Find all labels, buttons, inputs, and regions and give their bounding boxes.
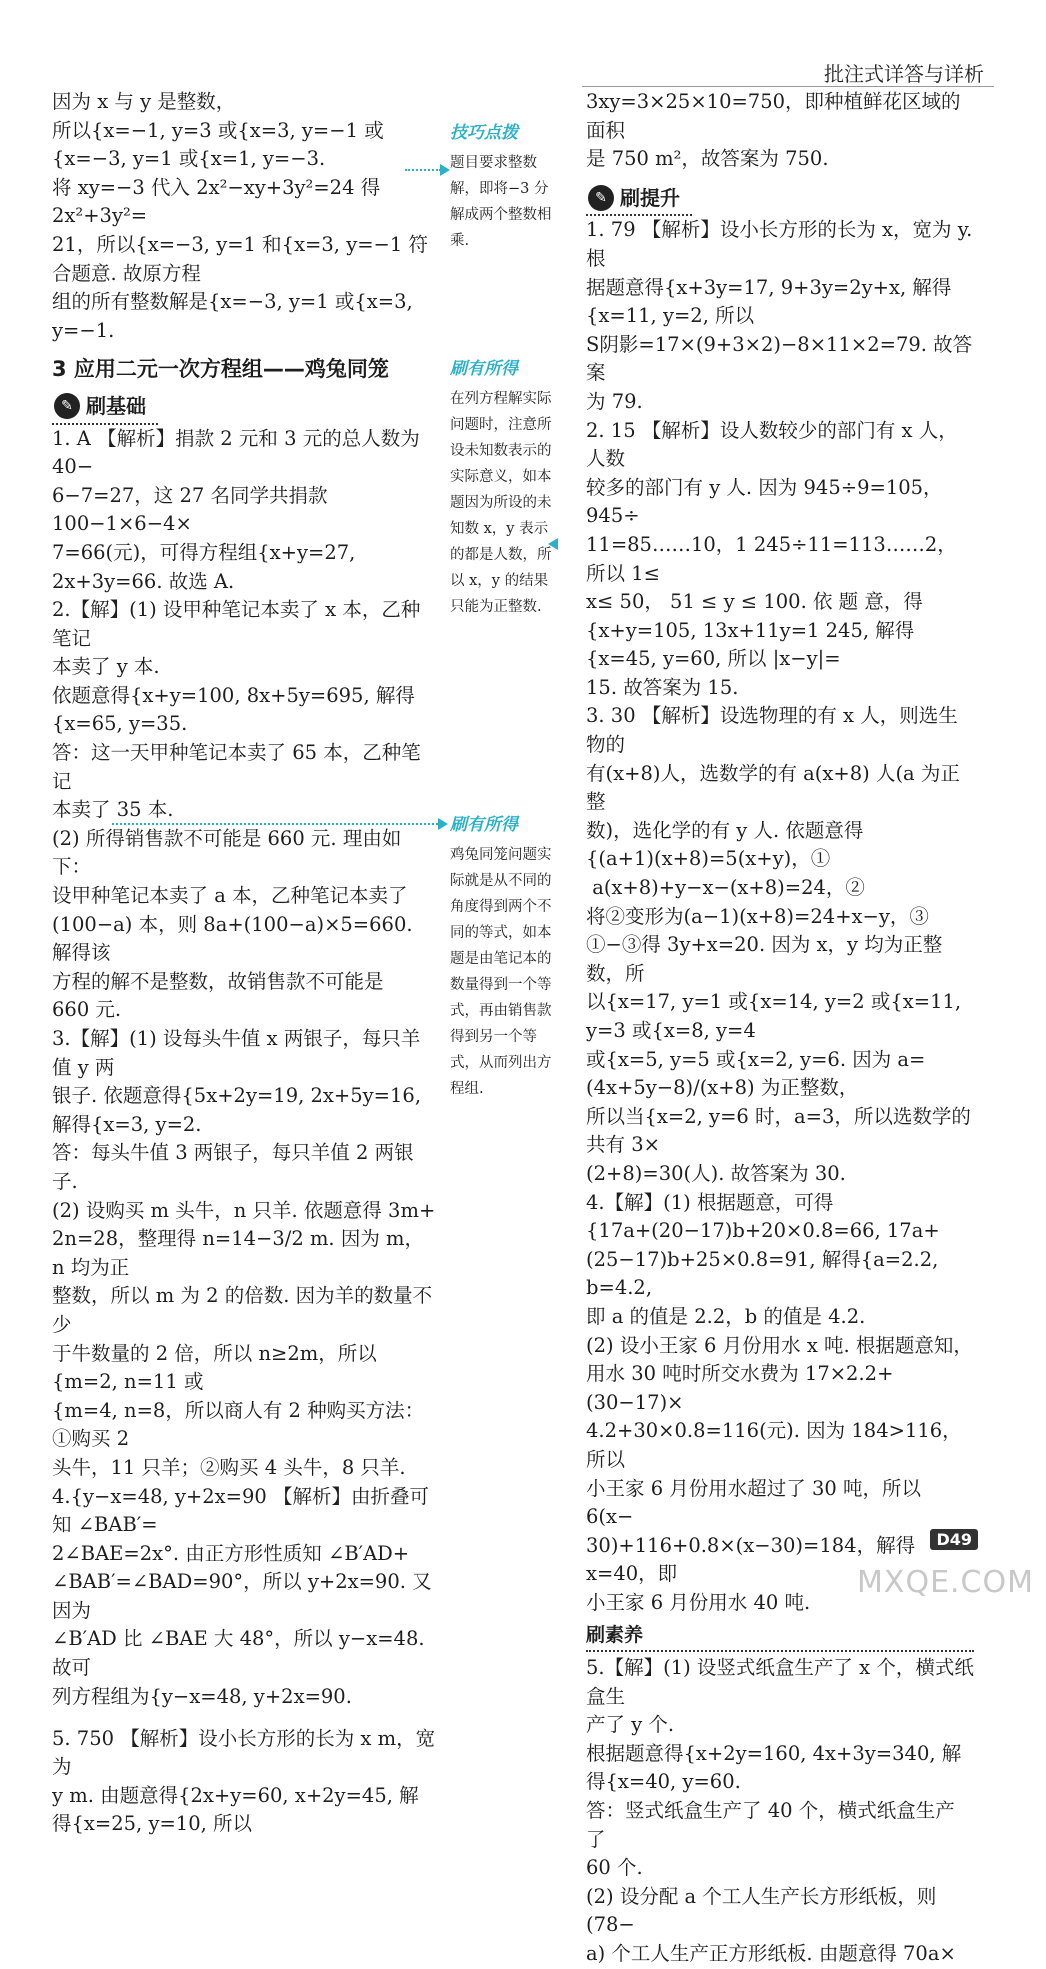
side-note-title: 刷有所得	[450, 359, 518, 379]
text-line: 3.【解】(1) 设每头牛值 x 两银子，每只羊值 y 两	[52, 1027, 421, 1079]
text-line: 所以当{x=2, y=6 时，a=3，所以选数学的共有 3×	[586, 1104, 971, 1157]
text-line: 是 750 m²，故答案为 750.	[586, 147, 829, 171]
text-line: x≤ 50， 51 ≤ y ≤ 100. 依 题 意，得	[586, 590, 923, 614]
text-line: 数)，选化学的有 y 人. 依题意得	[586, 818, 864, 842]
text-line: 依题意得{x+y=100, 8x+5y=695, 解得{x=65, y=35.	[52, 683, 415, 736]
text-line: 产了 y 个.	[586, 1713, 675, 1737]
side-note-title: 刷有所得	[450, 815, 518, 835]
text-line: (2+8)=30(人). 故答案为 30.	[586, 1161, 846, 1185]
text-line: 本卖了 35 本.	[52, 798, 174, 822]
sub-literacy: 刷素养	[586, 1621, 974, 1652]
text-line: 或{x=5, y=5 或{x=2, y=6. 因为 a=(4x+5y−8)/(x+8) 为正整数，	[586, 1047, 926, 1100]
side-note-2	[450, 356, 556, 620]
text-line: 2∠BAE=2x°. 由正方形性质知 ∠B′AD+	[52, 1541, 410, 1565]
text-line: 21，所以{x=−3, y=1 和{x=3, y=−1 符合题意. 故原方程	[52, 232, 429, 285]
text-line: 即 a 的值是 2.2，b 的值是 4.2.	[586, 1304, 866, 1328]
left-top-block	[52, 88, 436, 345]
text-line: (2) 设购买 m 头牛，n 只羊. 依题意得 3m+	[52, 1198, 436, 1222]
text-line: 有(x+8)人，选数学的有 a(x+8) 人(a 为正整	[586, 761, 960, 814]
text-line: 5.【解】(1) 设竖式纸盒生产了 x 个，横式纸盒生	[586, 1656, 974, 1708]
text-line: 答：竖式纸盒生产了 40 个，横式纸盒生产了	[586, 1799, 955, 1851]
header-rule	[582, 86, 994, 87]
right-top-block	[586, 88, 974, 174]
text-line: 设甲种笔记本卖了 a 本，乙种笔记本卖了	[52, 884, 408, 908]
pen-icon: ✎	[54, 393, 80, 419]
text-line: 2.【解】(1) 设甲种笔记本卖了 x 本，乙种笔记	[52, 598, 421, 650]
text-line: 据题意得{x+3y=17, 9+3y=2y+x, 解得{x=11, y=2, 所以	[586, 275, 952, 328]
text-line: 所以{x=−1, y=3 或{x=3, y=−1 或{x=−3, y=1 或{x=1, y=−3.	[52, 118, 384, 171]
text-line: 3xy=3×25×10=750，即种植鲜花区域的面积	[586, 90, 961, 142]
text-line: ①−③得 3y+x=20. 因为 x，y 均为正整数，所	[586, 933, 943, 985]
text-line: (2) 设分配 a 个工人生产长方形纸板，则(78−	[586, 1884, 937, 1937]
left-column	[52, 88, 436, 1839]
text-line: 小王家 6 月份用水 40 吨.	[586, 1590, 811, 1614]
arrow-line	[112, 823, 438, 825]
text-line: 2n=28，整理得 n=14−3/2 m. 因为 m，n 均为正	[52, 1227, 425, 1279]
page-number: D49	[930, 1529, 978, 1550]
side-note-3	[450, 812, 556, 1102]
text-line: 1. A 【解析】捐款 2 元和 3 元的总人数为 40−	[52, 426, 426, 479]
text-line: ∠B′AD 比 ∠BAE 大 48°，所以 y−x=48. 故可	[52, 1627, 431, 1680]
left-body-block	[52, 425, 436, 1840]
text-line: 用水 30 吨时所交水费为 17×2.2+(30−17)×	[586, 1362, 894, 1414]
text-line: a) 个工人生产正方形纸板. 由题意得 70a×	[586, 1942, 956, 1965]
section-title: 3 应用二元一次方程组——鸡兔同笼	[52, 357, 389, 382]
text-line: {(a+1)(x+8)=5(x+y)，①	[586, 847, 831, 871]
text-line: 较多的部门有 y 人. 因为 945÷9=105，945÷	[586, 475, 943, 528]
badge-basic	[52, 390, 158, 425]
side-note-text: 鸡兔同笼问题实际就是从不同的角度得到两个不同的等式，如本题是由笔记本的数量得到一个等式，再由销售款得到另一个等式，从而列出方程组.	[450, 847, 552, 1097]
arrow-line	[405, 169, 441, 171]
watermark: MXQE.COM	[857, 1565, 1034, 1600]
text-line: 头牛，11 只羊；②购买 4 头牛，8 只羊.	[52, 1455, 406, 1479]
text-line: 6−7=27，这 27 名同学共捐款 100−1×6−4×	[52, 483, 334, 536]
text-line: {m=4, n=8，所以商人有 2 种购买方法：①购买 2	[52, 1398, 425, 1451]
text-line: y m. 由题意得{2x+y=60, x+2y=45, 解得{x=25, y=10, 所以	[52, 1783, 419, 1836]
text-line: {17a+(20−17)b+20×0.8=66, 17a+(25−17)b+25×0.8=91, 解得{a=2.2, b=4.2,	[586, 1219, 945, 1300]
header-title: 批注式详答与详析	[824, 62, 984, 86]
text-line: 4.2+30×0.8=116(元). 因为 184>116，所以	[586, 1419, 962, 1471]
text-line: 15. 故答案为 15.	[586, 675, 739, 699]
text-line: 银子. 依题意得{5x+2y=19, 2x+5y=16, 解得{x=3, y=2.	[52, 1084, 428, 1136]
text-line: 小王家 6 月份用水超过了 30 吨，所以 6(x−	[586, 1476, 928, 1529]
text-line: 方程的解不是整数，故销售款不可能是	[52, 969, 384, 993]
text-line: {x+y=105, 13x+11y=1 245, 解得{x=45, y=60, 所以 |x−y|=	[586, 618, 915, 671]
text-line: 答：这一天甲种笔记本卖了 65 本，乙种笔记	[52, 741, 421, 793]
text-line: 30)+116+0.8×(x−30)=184，解得 x=40，即	[586, 1533, 922, 1586]
text-line: 以{x=17, y=1 或{x=14, y=2 或{x=11, y=3 或{x=8, y=4	[586, 990, 968, 1042]
text-line: 1. 79 【解析】设小长方形的长为 x，宽为 y. 根	[586, 218, 979, 270]
pen-icon: ✎	[588, 185, 614, 211]
text-line: (2) 设小王家 6 月份用水 x 吨. 根据题意知，	[586, 1333, 973, 1357]
text-line: 11=85……10，1 245÷11=113……2，所以 1≤	[586, 532, 957, 585]
side-note-text: 在列方程解实际问题时，注意所设未知数表示的实际意义，如本题因为所设的未知数 x，y 表示的都是人数，所以 x，y 的结果只能为正整数.	[450, 391, 552, 615]
side-note-text: 题目要求整数解，即将−3 分解成两个整数相乘.	[450, 155, 552, 249]
text-line: 4.【解】(1) 根据题意，可得	[586, 1190, 834, 1214]
text-line: 660 元.	[52, 998, 122, 1022]
text-line: 为 79.	[586, 389, 643, 413]
text-line: 本卖了 y 本.	[52, 655, 160, 679]
text-line: 4.{y−x=48, y+2x=90 【解析】由折叠可知 ∠BAB′=	[52, 1484, 430, 1537]
text-line: 整数，所以 m 为 2 的倍数. 因为羊的数量不少	[52, 1284, 433, 1336]
arrow-head-icon	[438, 818, 448, 830]
text-line: (2) 所得销售款不可能是 660 元. 理由如下：	[52, 826, 402, 879]
text-line: 因为 x 与 y 是整数，	[52, 90, 236, 113]
right-body-block	[586, 216, 979, 1617]
text-line: 组的所有整数解是{x=−3, y=1 或{x=3, y=−1.	[52, 290, 419, 342]
text-line: 7=66(元)，可得方程组{x+y=27, 2x+3y=66. 故选 A.	[52, 540, 362, 593]
text-line: (100−a) 本，则 8a+(100−a)×5=660. 解得该	[52, 912, 419, 965]
side-note-title: 技巧点拨	[450, 123, 518, 143]
right-column	[586, 88, 979, 1969]
text-line: 将 xy=−3 代入 2x²−xy+3y²=24 得 2x²+3y²=	[52, 175, 387, 228]
text-line: 于牛数量的 2 倍，所以 n≥2m，所以{m=2, n=11 或	[52, 1341, 377, 1394]
text-line: 根据题意得{x+2y=160, 4x+3y=340, 解得{x=40, y=60.	[586, 1741, 962, 1794]
side-note-1	[450, 120, 556, 254]
badge-basic-label: 刷基础	[86, 393, 146, 418]
text-line: 答：每头牛值 3 两银子，每只羊值 2 两银子.	[52, 1141, 414, 1193]
badge-up	[586, 182, 692, 217]
text-line: 将②变形为(a−1)(x+8)=24+x−y，③	[586, 904, 929, 928]
text-line: 列方程组为{y−x=48, y+2x=90.	[52, 1684, 352, 1708]
arrow-head-icon	[548, 538, 558, 550]
text-line: 60 个.	[586, 1856, 643, 1880]
text-line: 3. 30 【解析】设选物理的有 x 人，则选生物的	[586, 704, 958, 757]
arrow-head-icon	[440, 164, 450, 176]
text-line: 2. 15 【解析】设人数较少的部门有 x 人，人数	[586, 418, 958, 471]
badge-up-label: 刷提升	[620, 185, 680, 210]
right-end-block	[586, 1654, 974, 1969]
text-line: 5. 750 【解析】设小长方形的长为 x m，宽为	[52, 1726, 436, 1779]
text-line: S阴影=17×(9+3×2)−8×11×2=79. 故答案	[586, 332, 973, 385]
text-line: a(x+8)+y−x−(x+8)=24，②	[586, 876, 865, 900]
text-line: ∠BAB′=∠BAD=90°，所以 y+2x=90. 又因为	[52, 1570, 432, 1622]
